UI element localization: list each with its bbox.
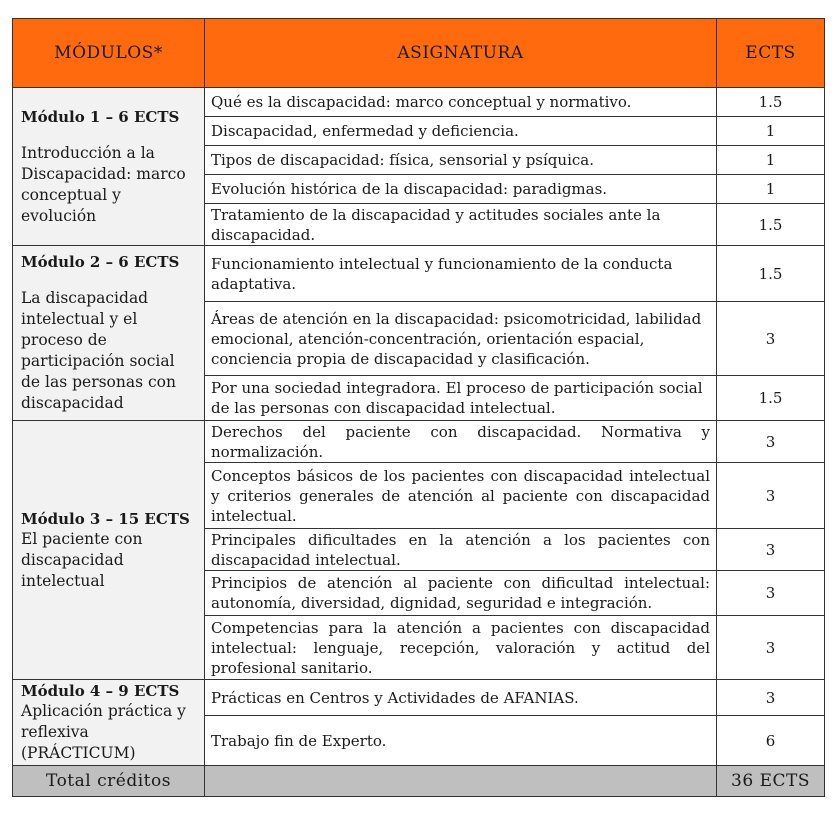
module-2-cell	[13, 246, 205, 421]
module-title: Módulo 4 – 9 ECTS	[21, 682, 180, 700]
subject-ects: 1.5	[717, 204, 825, 246]
subject-ects: 1	[717, 146, 825, 175]
total-row	[13, 766, 825, 797]
subject-name: Trabajo fin de Experto.	[205, 716, 717, 766]
table-row	[13, 88, 825, 117]
subject-name: Discapacidad, enfermedad y deficiencia.	[205, 117, 717, 146]
subject-name: Prácticas en Centros y Actividades de AFANIAS.	[205, 680, 717, 716]
module-description: La discapacidad intelectual y el proceso de participación social de las personas con discapacidad	[21, 289, 176, 412]
ects-table	[12, 18, 825, 797]
subject-name: Competencias para la atención a pacientes con discapacidad intelectual: lenguaje, recepción, valoración y actitud del profesional sanitario.	[205, 616, 717, 680]
total-label: Total créditos	[13, 766, 205, 797]
subject-name: Qué es la discapacidad: marco conceptual y normativo.	[205, 88, 717, 117]
subject-ects: 1.5	[717, 88, 825, 117]
header-row	[13, 19, 825, 88]
subject-ects: 3	[717, 571, 825, 616]
header-modulos: MÓDULOS*	[13, 19, 205, 88]
subject-name: Tipos de discapacidad: física, sensorial y psíquica.	[205, 146, 717, 175]
total-spacer	[205, 766, 717, 797]
subject-ects: 3	[717, 302, 825, 376]
subject-ects: 1.5	[717, 246, 825, 302]
subject-ects: 3	[717, 616, 825, 680]
subject-name: Principales dificultades en la atención a los pacientes con discapacidad intelectual.	[205, 529, 717, 571]
subject-ects: 1	[717, 117, 825, 146]
subject-name: Áreas de atención en la discapacidad: psicomotricidad, labilidad emocional, atención-concentración, orientación espacial, conciencia propia de discapacidad y clasificación.	[205, 302, 717, 376]
module-3-cell	[13, 421, 205, 680]
subject-name: Principios de atención al paciente con dificultad intelectual: autonomía, diversidad, dignidad, seguridad e integración.	[205, 571, 717, 616]
header-ects: ECTS	[717, 19, 825, 88]
subject-name: Por una sociedad integradora. El proceso de participación social de las personas con discapacidad intelectual.	[205, 376, 717, 421]
subject-name: Derechos del paciente con discapacidad. Normativa y normalización.	[205, 421, 717, 463]
module-4-cell	[13, 680, 205, 766]
subject-ects: 6	[717, 716, 825, 766]
subject-ects: 1.5	[717, 376, 825, 421]
module-description: El paciente con discapacidad intelectual	[21, 529, 143, 590]
table-row	[13, 246, 825, 302]
module-title: Módulo 3 – 15 ECTS	[21, 509, 190, 528]
module-description: Aplicación práctica y reflexiva (PRÁCTICUM)	[21, 702, 186, 762]
subject-name: Tratamiento de la discapacidad y actitudes sociales ante la discapacidad.	[205, 204, 717, 246]
subject-ects: 1	[717, 175, 825, 204]
table-row	[13, 421, 825, 463]
subject-name: Evolución histórica de la discapacidad: paradigmas.	[205, 175, 717, 204]
module-title: Módulo 2 – 6 ECTS	[21, 253, 180, 271]
subject-ects: 3	[717, 529, 825, 571]
subject-name: Conceptos básicos de los pacientes con discapacidad intelectual y criterios generales de atención al paciente con discapacidad intelectual.	[205, 463, 717, 529]
module-description: Introducción a la Discapacidad: marco conceptual y evolución	[21, 143, 186, 225]
subject-ects: 3	[717, 463, 825, 529]
subject-name: Funcionamiento intelectual y funcionamiento de la conducta adaptativa.	[205, 246, 717, 302]
total-value: 36 ECTS	[717, 766, 825, 797]
module-1-cell	[13, 88, 205, 246]
module-title: Módulo 1 – 6 ECTS	[21, 107, 180, 126]
subject-ects: 3	[717, 421, 825, 463]
table-row	[13, 680, 825, 716]
subject-ects: 3	[717, 680, 825, 716]
header-asignatura: ASIGNATURA	[205, 19, 717, 88]
